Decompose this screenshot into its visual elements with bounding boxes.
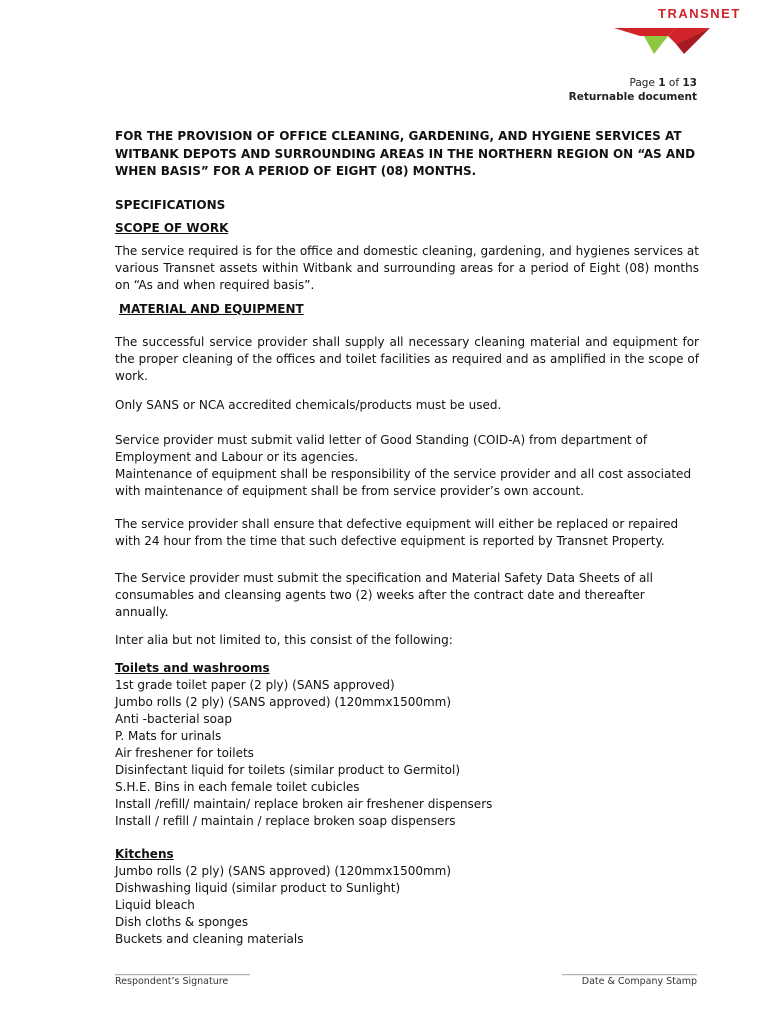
maintenance-paragraph: Maintenance of equipment shall be responsibility of the service provider and all cost associated with maintenance of equipment shall be from service provider’s own account.: [115, 466, 692, 498]
material-paragraph: The successful service provider shall supply all necessary cleaning material and equipment for the proper cleaning of the offices and toilet facilities as required and as amplified in the scope of work.: [115, 334, 699, 383]
date-line: ______________________________: [562, 966, 697, 976]
list-item: S.H.E. Bins in each female toilet cubicles: [115, 779, 360, 794]
logo-text: TRANSNET: [658, 6, 741, 21]
transnet-logo: [614, 6, 764, 54]
document-body: [115, 128, 699, 948]
date-stamp-block: [562, 966, 697, 987]
material-heading: MATERIAL AND EQUIPMENT: [119, 301, 304, 316]
list-item: Dish cloths & sponges: [115, 914, 249, 929]
specifications-heading: SPECIFICATIONS: [115, 197, 226, 212]
good-standing-block: [115, 432, 699, 500]
msds-paragraph: The Service provider must submit the specification and Material Safety Data Sheets of all consumables and cleansing agents two (2) weeks after the contract date and thereafter annually.: [115, 570, 653, 619]
good-standing-paragraph: Service provider must submit valid letter of Good Standing (COID-A) from department of Employment and Labour or its agencies.: [115, 432, 648, 464]
list-item: Disinfectant liquid for toilets (similar product to Germitol): [115, 762, 461, 777]
list-item: Install / refill / maintain / replace broken soap dispensers: [115, 813, 456, 828]
scope-heading: SCOPE OF WORK: [115, 220, 229, 235]
kitchens-heading: Kitchens: [115, 846, 174, 861]
list-item: 1st grade toilet paper (2 ply) (SANS approved): [115, 677, 395, 692]
returnable-label: Returnable document: [568, 91, 697, 103]
list-item: Dishwashing liquid (similar product to Sunlight): [115, 880, 401, 895]
defective-paragraph: The service provider shall ensure that defective equipment will either be replaced or repaired with 24 hour from the time that such defective equipment is reported by Transnet Property.: [115, 516, 679, 548]
respondent-signature-label: Respondent’s Signature: [115, 976, 229, 987]
transnet-arrow-icon: [614, 10, 724, 56]
respondent-signature-block: [115, 966, 250, 987]
list-item: Install /refill/ maintain/ replace broken air freshener dispensers: [115, 796, 493, 811]
list-item: Jumbo rolls (2 ply) (SANS approved) (120mmx1500mm): [115, 694, 452, 709]
list-item: Anti -bacterial soap: [115, 711, 232, 726]
date-stamp-label: Date & Company Stamp: [581, 976, 697, 987]
list-item: Liquid bleach: [115, 897, 195, 912]
list-item: Air freshener for toilets: [115, 745, 254, 760]
list-item: P. Mats for urinals: [115, 728, 222, 743]
list-item: Buckets and cleaning materials: [115, 931, 304, 946]
page-number: Page 1 of 13: [629, 77, 697, 89]
toilets-heading: Toilets and washrooms: [115, 660, 270, 675]
toilets-list: [115, 677, 699, 830]
list-item: Jumbo rolls (2 ply) (SANS approved) (120mmx1500mm): [115, 863, 452, 878]
signature-line: ______________________________: [115, 966, 250, 976]
page-info: [569, 76, 697, 104]
inter-alia-paragraph: Inter alia but not limited to, this consist of the following:: [115, 632, 453, 647]
document-title: FOR THE PROVISION OF OFFICE CLEANING, GARDENING, AND HYGIENE SERVICES AT WITBANK DEPOTS AND SURROUNDING AREAS IN THE NORTHERN REGION ON “AS AND WHEN BASIS” FOR A PERIOD OF EIGHT (08) MONTHS.: [115, 129, 696, 178]
sans-paragraph: Only SANS or NCA accredited chemicals/products must be used.: [115, 397, 502, 412]
scope-paragraph: The service required is for the office and domestic cleaning, gardening, and hygienes services at various Transnet assets within Witbank and surrounding areas for a period of Eight (08) months on “As and when required basis”.: [115, 243, 699, 292]
kitchens-list: [115, 863, 699, 948]
